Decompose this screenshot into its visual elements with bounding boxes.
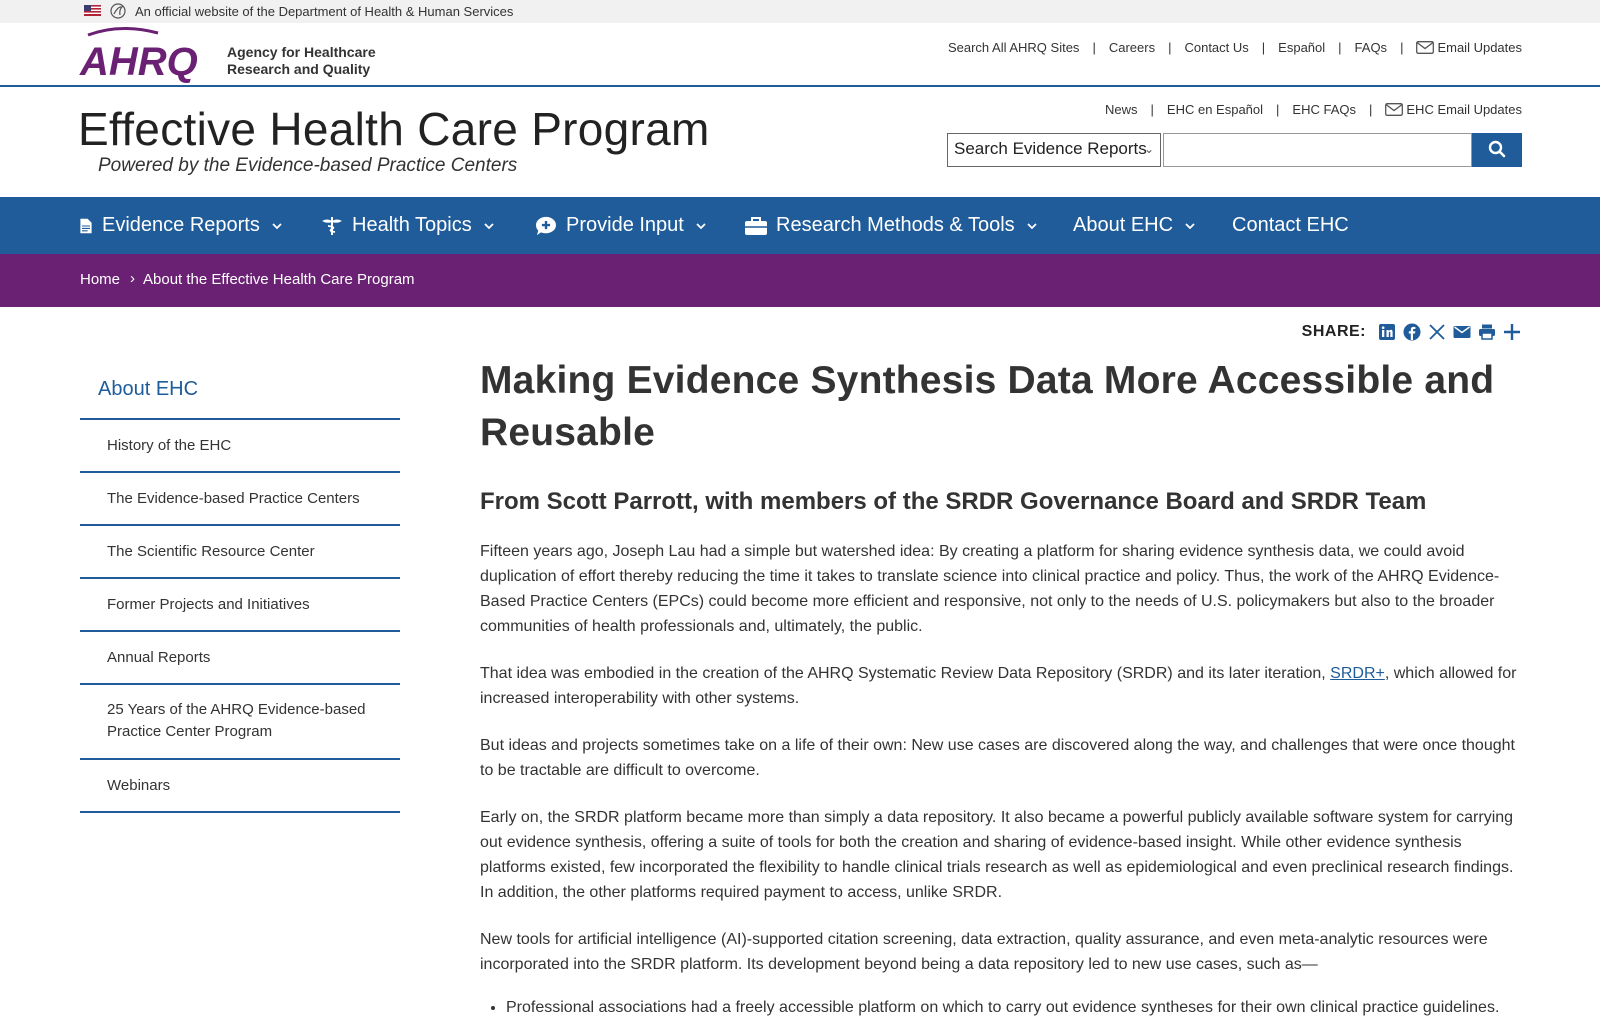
ehc-faqs-link[interactable]: EHC FAQs <box>1292 102 1356 117</box>
nav-about-ehc[interactable]: About EHC <box>1073 197 1195 254</box>
sidebar-item-history[interactable]: History of the EHC <box>80 420 400 473</box>
share-bar <box>1302 322 1522 342</box>
article-paragraph: Early on, the SRDR platform became more than simply a data repository. It also became a powerful publicly available software system for carrying out evidence synthesis, offering a suite of tools for both the creation and sharing of evidence-based insight. While other evidence synthesis platforms existed, few incorporated the flexibility to handle clinical trials research as well as epidemiological and even preclinical research findings. In addition, the other platforms required payment to access, unlike SRDR. <box>480 809 1514 901</box>
envelope-icon <box>1385 103 1403 116</box>
chevron-down-icon <box>1185 221 1195 231</box>
sidebar-title[interactable]: About EHC <box>98 378 199 400</box>
sidebar-nav <box>80 418 400 813</box>
sidebar-item-25-years[interactable]: 25 Years of the AHRQ Evidence-based Practice Center Program <box>80 685 400 760</box>
caduceus-icon <box>320 216 344 236</box>
ehc-links: News | EHC en Español | EHC FAQs | EHC Email Updates <box>1105 102 1522 117</box>
article-paragraph: Fifteen years ago, Joseph Lau had a simple but watershed idea: By creating a platform for sharing evidence synthesis data, we could avoid duplication of effort thereby reducing the time it takes to translate science into clinical practice and policy. Thus, the work of the AHRQ Evidence-Based Practice Centers (EPCs) could become more efficient and responsive, not only to the needs of U.S. policymakers but also to the broader communities of health professionals and, ultimately, the public. <box>480 543 1500 635</box>
facebook-icon[interactable] <box>1402 322 1422 342</box>
contact-us-link[interactable]: Contact Us <box>1184 40 1249 55</box>
breadcrumb-current: About the Effective Health Care Program <box>143 271 415 288</box>
svg-text:AHRQ: AHRQ <box>80 40 198 84</box>
envelope-icon <box>1416 41 1434 54</box>
search-bar <box>947 133 1522 167</box>
chevron-down-icon <box>696 221 706 231</box>
search-button[interactable] <box>1472 133 1522 167</box>
nav-contact-ehc[interactable]: Contact EHC <box>1232 214 1349 236</box>
article-byline: From Scott Parrott, with members of the SRDR Governance Board and SRDR Team <box>480 488 1427 515</box>
nav-health-topics[interactable]: Health Topics <box>320 197 494 254</box>
chevron-right-icon: › <box>130 270 135 287</box>
hhs-eagle-icon <box>110 3 126 19</box>
sidebar-item-former-projects[interactable]: Former Projects and Initiatives <box>80 579 400 632</box>
list-item: • Professional associations had a freely accessible platform on which to carry out evidence syntheses for their own clinical practice guidelines. <box>506 995 1522 1020</box>
gov-banner-text: An official website of the Department of Health & Human Services <box>135 4 514 19</box>
sidebar-item-epcs[interactable]: The Evidence-based Practice Centers <box>80 473 400 526</box>
ahrq-logo[interactable] <box>80 25 215 84</box>
sidebar-item-src[interactable]: The Scientific Resource Center <box>80 526 400 579</box>
share-label: SHARE: <box>1301 323 1366 340</box>
espanol-link[interactable]: Español <box>1278 40 1326 55</box>
breadcrumb <box>0 254 1600 307</box>
ehc-en-espanol-link[interactable]: EHC en Español <box>1166 102 1264 117</box>
agency-name: Agency for Healthcare Research and Quality <box>227 44 376 77</box>
comment-plus-icon <box>534 216 558 236</box>
article-bullet-list <box>480 995 1522 1020</box>
article-paragraph: New tools for artificial intelligence (AI)-supported citation screening, data extraction, quality assurance, and even meta-analytic resources were incorporated into the SRDR platform. Its development beyond being a data repository led to new use cases, such as— <box>480 931 1488 973</box>
briefcase-icon <box>744 216 768 236</box>
search-scope-select[interactable]: Search Evidence Reports ⌄ <box>947 133 1161 167</box>
email-updates-link[interactable]: Email Updates <box>1437 40 1522 55</box>
article <box>480 355 1522 1020</box>
breadcrumb-home-link[interactable]: Home <box>80 271 121 288</box>
email-icon[interactable] <box>1452 322 1472 342</box>
page-subtitle: Powered by the Evidence-based Practice Centers <box>98 155 518 176</box>
sidebar-item-annual-reports[interactable]: Annual Reports <box>80 632 400 685</box>
faqs-link[interactable]: FAQs <box>1354 40 1388 55</box>
chevron-down-icon <box>484 221 494 231</box>
agency-header <box>0 23 1600 87</box>
search-icon <box>1488 140 1506 158</box>
utility-links: Search All AHRQ Sites | Careers | Contact Us | Español | FAQs | Email Updates <box>947 40 1522 55</box>
srdr-plus-link[interactable]: SRDR+ <box>1330 665 1385 682</box>
ehc-email-updates-link[interactable]: EHC Email Updates <box>1406 102 1522 117</box>
main-nav <box>0 197 1600 254</box>
nav-provide-input[interactable]: Provide Input <box>534 197 706 254</box>
gov-banner <box>0 0 1600 23</box>
linkedin-icon[interactable] <box>1377 322 1397 342</box>
us-flag-icon <box>84 5 101 16</box>
article-paragraph: That idea was embodied in the creation of the AHRQ Systematic Review Data Repository (SRDR) and its later iteration, SRDR+, which allowed for increased interoperability with other systems. <box>480 665 1517 707</box>
chevron-down-icon: ⌄ <box>1143 142 1154 156</box>
nav-evidence-reports[interactable]: Evidence Reports <box>78 197 282 254</box>
news-link[interactable]: News <box>1105 102 1138 117</box>
x-twitter-icon[interactable] <box>1427 322 1447 342</box>
nav-research-methods-tools[interactable]: Research Methods & Tools <box>744 197 1037 254</box>
share-more-icon[interactable] <box>1502 322 1522 342</box>
page-title[interactable]: Effective Health Care Program <box>78 103 710 155</box>
careers-link[interactable]: Careers <box>1108 40 1156 55</box>
article-paragraph: But ideas and projects sometimes take on a life of their own: New use cases are discovered along the way, and challenges that were once thought to be tractable are difficult to overcome. <box>480 737 1515 779</box>
print-icon[interactable] <box>1477 322 1497 342</box>
chevron-down-icon <box>1027 221 1037 231</box>
document-icon <box>78 216 94 236</box>
sidebar-item-webinars[interactable]: Webinars <box>80 760 400 813</box>
article-title: Making Evidence Synthesis Data More Accessible and Reusable <box>480 359 1495 454</box>
search-input[interactable] <box>1163 133 1472 167</box>
search-all-ahrq-sites-link[interactable]: Search All AHRQ Sites <box>947 40 1080 55</box>
chevron-down-icon <box>272 221 282 231</box>
